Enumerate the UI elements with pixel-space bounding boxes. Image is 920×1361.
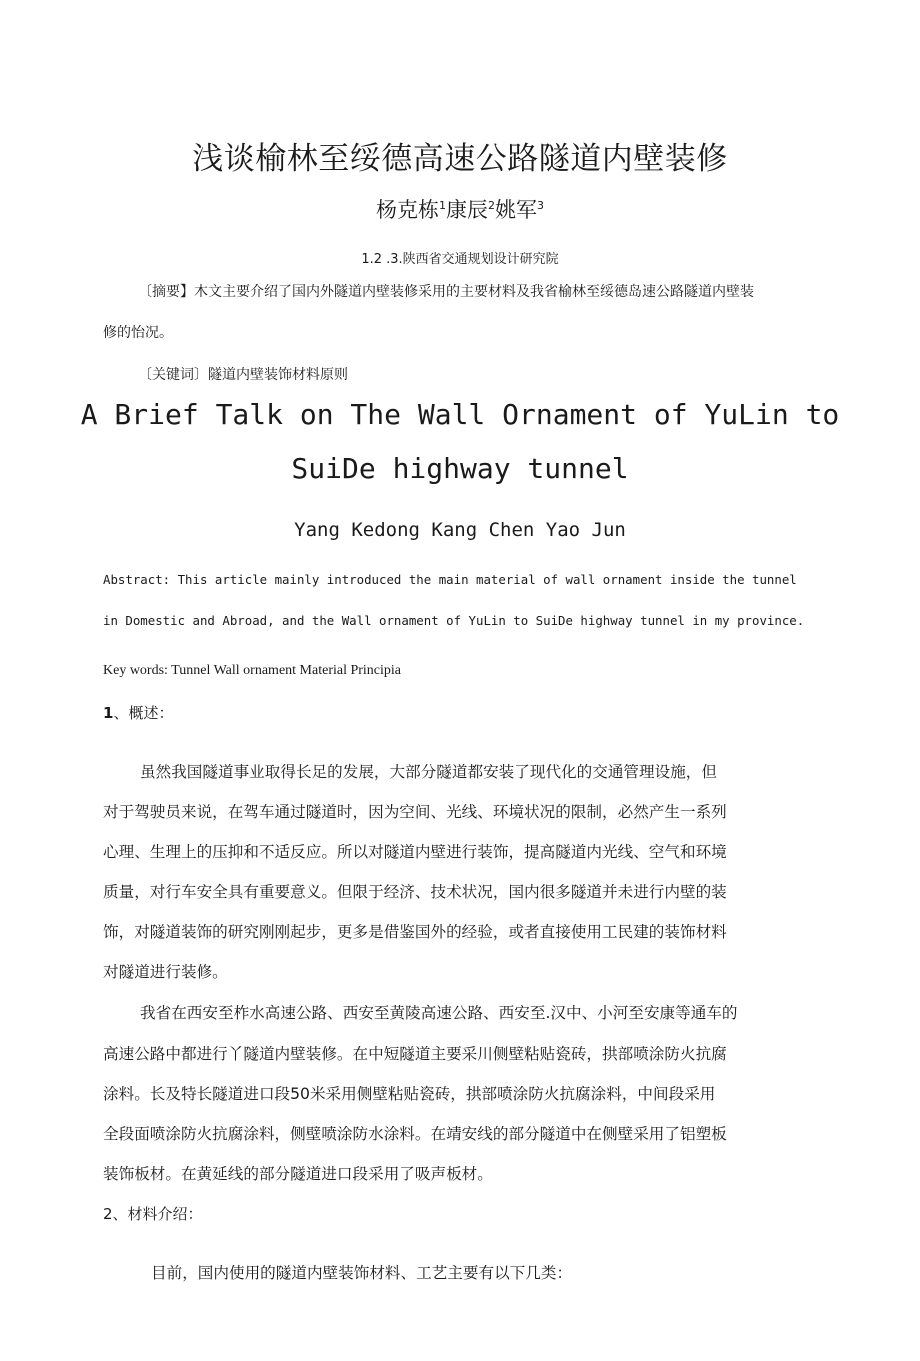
para-3: 目前，国内使用的隧道内壁装饰材料、工艺主要有以下几类： (151, 1264, 573, 1282)
para-2-line-2: 高速公路中都进行丫隧道内壁装修。在中短隧道主要采川侧壁粘贴瓷砖，拱部喷涂防火抗腐 (103, 1045, 727, 1063)
section-1-heading (103, 702, 173, 723)
para-1-line-1: 虽然我国隧道事业取得长足的发展，大部分隧道都安装了现代化的交通管理设施，但 (140, 763, 717, 781)
para-2-line-5: 装饰板材。在黄延线的部分隧道进口段采用了吸声板材。 (103, 1165, 493, 1183)
authors-en: Yang Kedong Kang Chen Yao Jun (294, 519, 626, 541)
para-2-line-3: 涂料。长及特长隧道进口段50米采用侧壁粘贴瓷砖，拱部喷涂防火抗腐涂料，中间段采用 (103, 1085, 716, 1103)
keywords-en: Key words: Tunnel Wall ornament Material Principia (103, 663, 402, 678)
section-1-title: 、概述： (113, 704, 174, 722)
author-3: 姚军 (495, 198, 537, 222)
abstract-en-line-1: Abstract: This article mainly introduced the main material of wall ornament inside the tunnel (103, 572, 797, 587)
para-2-line-1: 我省在西安至柞水高速公路、西安至黄陵高速公路、西安至.汉中、小河至安康等通车的 (140, 1004, 738, 1022)
author-1: 杨克栋 (376, 198, 439, 222)
keywords-cn: 〔关键词〕隧道内壁装饰材料原则 (138, 367, 348, 383)
author-2: 康辰 (446, 198, 488, 222)
author-3-sup: 3 (537, 199, 544, 212)
para-1-line-2: 对于驾驶员来说，在驾车通过隧道时，因为空间、光线、环境状况的限制，必然产生一系列 (103, 803, 727, 821)
section-2-title: 、材料介绍： (112, 1205, 203, 1223)
para-1-line-5: 饰，对隧道装饰的研究刚刚起步，更多是借鉴国外的经验，或者直接使用工民建的装饰材料 (103, 923, 727, 941)
author-2-sup: 2 (488, 199, 495, 212)
section-1-number: 1 (103, 704, 114, 722)
page-title: 浅谈榆林至绥德高速公路隧道内壁装修 (192, 141, 728, 177)
abstract-cn-line-2: 修的怡况。 (103, 325, 173, 341)
section-2-heading (103, 1203, 203, 1224)
affiliation: 1.2 .3.陕西省交通规划设计研究院 (361, 252, 559, 267)
section-2-number: 2 (103, 1205, 113, 1223)
para-2-line-4: 全段面喷涂防火抗腐涂料，侧壁喷涂防水涂料。在靖安线的部分隧道中在侧壁采用了铝塑板 (103, 1125, 727, 1143)
abstract-cn-line-1: 〔摘要】木文主要介绍了国内外隧道内壁装修采用的主要材料及我省榆林至绥德岛速公路隧道内壁装 (138, 284, 754, 300)
authors-cn (0, 194, 920, 224)
title-en-line-2: SuiDe highway tunnel (291, 452, 629, 485)
para-1-line-6: 对隧道进行装修。 (103, 963, 228, 981)
para-1-line-3: 心理、生理上的压抑和不适反应。所以对隧道内壁进行装饰，提高隧道内光线、空气和环境 (103, 843, 727, 861)
author-1-sup: 1 (439, 199, 446, 212)
title-en-line-1: A Brief Talk on The Wall Ornament of YuLin to (80, 398, 840, 431)
para-1-line-4: 质量，对行车安全具有重要意义。但限于经济、技术状况，国内很多隧道并未进行内壁的装 (103, 883, 727, 901)
abstract-en-line-2: in Domestic and Abroad, and the Wall ornament of YuLin to SuiDe highway tunnel in my province. (103, 613, 805, 628)
